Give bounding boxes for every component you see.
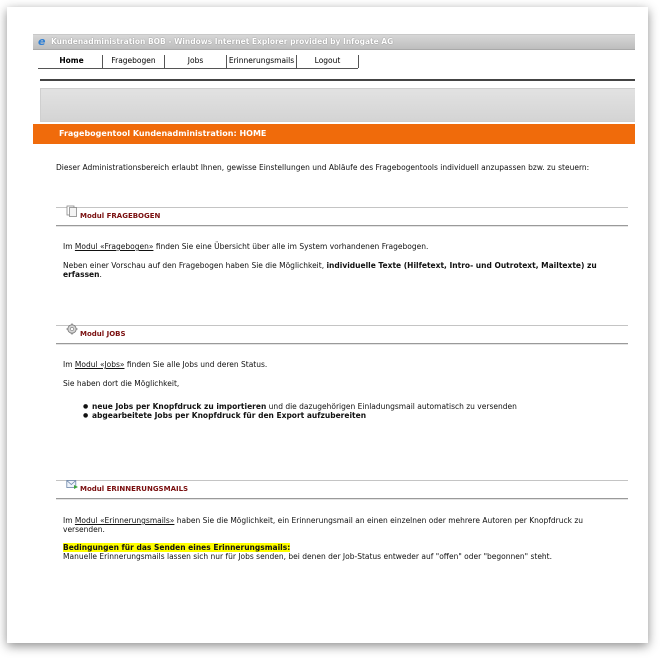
module-header-jobs <box>56 325 628 344</box>
window-title: Kundenadministration BOB - Windows Internet Explorer provided by Infogate AG <box>51 37 394 46</box>
list-item <box>83 411 623 420</box>
tab-home[interactable]: Home <box>41 55 103 68</box>
module-title-erinnerungsmails: Modul ERINNERUNGSMAILS <box>80 485 189 493</box>
module-header-fragebogen <box>56 207 628 226</box>
mail-icon <box>66 478 78 490</box>
tab-erinnerungsmails[interactable]: Erinnerungsmails <box>227 55 297 68</box>
window-titlebar <box>33 34 635 50</box>
text-segment-bold: neue Jobs per Knopfdruck zu importieren <box>92 402 267 411</box>
gear-icon <box>66 323 78 335</box>
intro-text: Dieser Administrationsbereich erlaubt Ihnen, gewisse Einstellungen und Abläufe des Fragebogentools individuell anzupassen bzw. zu steuern: <box>56 163 590 172</box>
text-segment-bold: individuelle Texte (Hilfetext, Intro- und Outrotext, Mailtexte) zu erfassen <box>63 261 597 279</box>
text-segment: Im <box>63 360 75 369</box>
jobs-text-1 <box>63 360 623 369</box>
text-segment: Im <box>63 516 75 525</box>
jobs-bullet-list <box>83 402 623 420</box>
erinnerungsmails-text-1 <box>63 516 623 534</box>
module-title-jobs: Modul JOBS <box>80 330 126 338</box>
main-nav <box>33 52 635 72</box>
text-segment: finden Sie eine Übersicht über alle im System vorhandenen Fragebogen. <box>153 242 429 251</box>
fragebogen-text-2 <box>63 261 623 279</box>
page-banner <box>33 124 635 144</box>
tab-underline <box>38 68 358 69</box>
list-item <box>83 402 623 411</box>
page-title: Fragebogentool Kundenadministration: HOME <box>59 129 267 138</box>
tab-jobs[interactable]: Jobs <box>165 55 227 68</box>
toolbar-area <box>40 88 635 122</box>
module-title-fragebogen: Modul FRAGEBOGEN <box>80 212 161 220</box>
module-header-erinnerungsmails <box>56 480 628 499</box>
document-icon <box>66 205 78 217</box>
text-segment: haben Sie die Möglichkeit, ein Erinnerungsmail an einen einzelnen oder mehrere Autoren per Knopfdruck zu versenden. <box>63 516 584 534</box>
link-modul-jobs[interactable]: Modul «Jobs» <box>74 360 125 369</box>
fragebogen-text-1 <box>63 242 623 251</box>
link-modul-erinnerungsmails[interactable]: Modul «Erinnerungsmails» <box>74 516 175 525</box>
erinnerungsmails-conditions <box>63 543 623 561</box>
text-segment: und die dazugehörigen Einladungsmail automatisch zu versenden <box>266 402 517 411</box>
browser-window <box>33 29 635 621</box>
text-segment: Im <box>63 242 75 251</box>
conditions-text: Manuelle Erinnerungsmails lassen sich nur für Jobs senden, bei denen der Job-Status entweder auf "offen" oder "begonnen" steht. <box>63 552 553 561</box>
internet-explorer-icon: e <box>38 35 46 48</box>
text-segment: finden Sie alle Jobs und deren Status. <box>124 360 268 369</box>
text-segment: Neben einer Vorschau auf den Fragebogen haben Sie die Möglichkeit, <box>63 261 327 270</box>
tab-logout[interactable]: Logout <box>297 55 359 68</box>
jobs-text-2: Sie haben dort die Möglichkeit, <box>63 379 180 388</box>
link-modul-fragebogen[interactable]: Modul «Fragebogen» <box>74 242 154 251</box>
tab-fragebogen[interactable]: Fragebogen <box>103 55 165 68</box>
nav-divider <box>40 79 635 81</box>
text-segment-bold: abgearbeitete Jobs per Knopfdruck für den Export aufzubereiten <box>92 411 367 420</box>
screenshot-frame <box>7 7 648 643</box>
conditions-heading: Bedingungen für das Senden eines Erinnerungsmails: <box>63 543 291 552</box>
text-segment: . <box>99 270 102 279</box>
